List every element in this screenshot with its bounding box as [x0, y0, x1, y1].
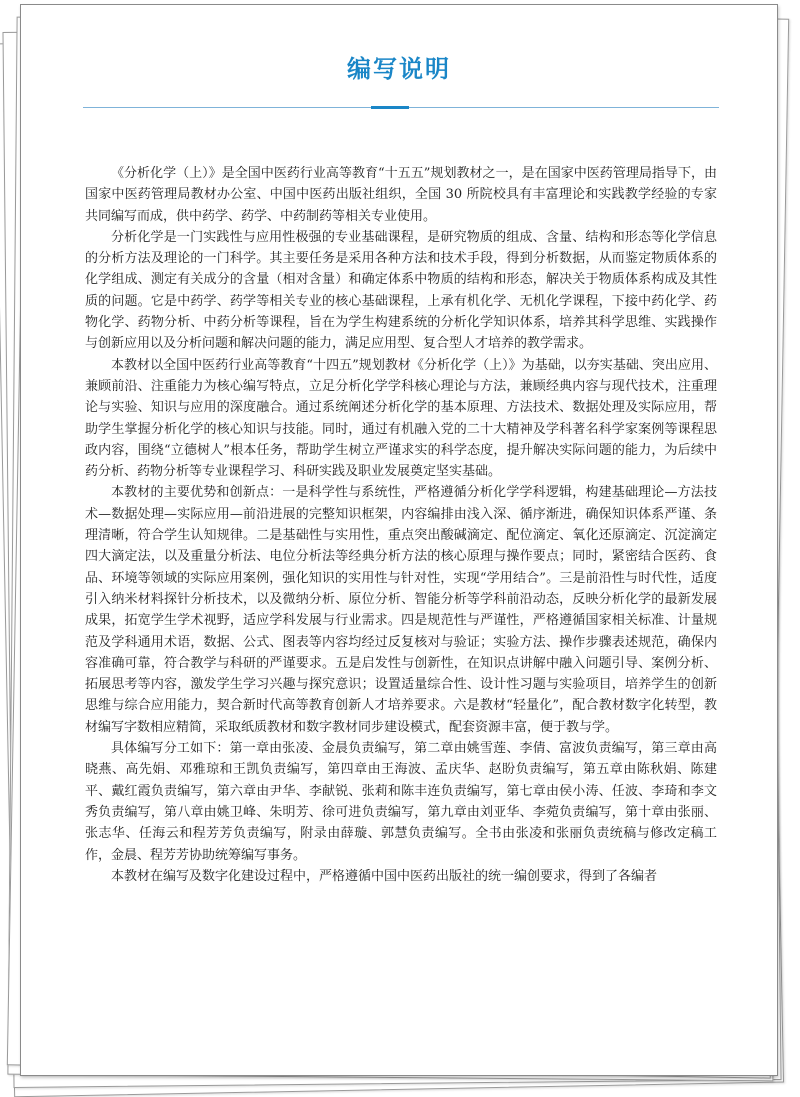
paragraph: 《分析化学（上）》是全国中医药行业高等教育“十五五”规划教材之一，是在国家中医药管理局指导下，由国家中医药管理局教材办公室、中国中医药出版社组织，全国 30 所院校具有丰富理论和实践教学经验的专家共同编写而成，供中药学、药学、中药制药等相关专业使用。: [85, 166, 717, 224]
page-title: 编写说明: [347, 55, 451, 83]
paragraph: 本教材以全国中医药行业高等教育“十四五”规划教材《分析化学（上）》为基础，以夯实基础、突出应用、兼顾前沿、注重能力为核心编写特点，立足分析化学学科核心理论与方法，兼顾经典内容与现代技术，注重理论与实验、知识与应用的深度融合。通过系统阐述分析化学的基本原理、方法技术、数据处理及实际应用，帮助学生掌握分析化学的核心知识与技能。同时，通过有机融入党的二十大精神及学科著名科学家案例等课程思政内容，围绕“立德树人”根本任务，帮助学生树立严谨求实的科学态度，提升解决实际问题的能力，为后续中药分析、药物分析等专业课程学习、科研实践及职业发展奠定坚实基础。: [85, 357, 717, 480]
paragraph: 本教材的主要优势和创新点：一是科学性与系统性，严格遵循分析化学学科逻辑，构建基础理论—方法技术—数据处理—实际应用—前沿进展的完整知识框架，内容编排由浅入深、循序渐进，确保知识体系严谨、条理清晰，符合学生认知规律。二是基础性与实用性，重点突出酸碱滴定、配位滴定、氧化还原滴定、沉淀滴定四大滴定法，以及重量分析法、电位分析法等经典分析方法的核心原理与操作要点；同时，紧密结合医药、食品、环境等领域的实际应用案例，强化知识的实用性与针对性，实现“学用结合”。三是前沿性与时代性，适度引入纳米材料探针分析技术，以及微纳分析、原位分析、智能分析等学科前沿动态，反映分析化学的最新发展成果，拓宽学生学术视野，适应学科发展与行业需求。四是规范性与严谨性，严格遵循国家相关标准、计量规范及学科通用术语，数据、公式、图表等内容均经过反复核对与验证；实验方法、操作步骤表述规范，确保内容准确可靠，符合教学与科研的严谨要求。五是启发性与创新性，在知识点讲解中融入问题引导、案例分析、拓展思考等内容，激发学生学习兴趣与探究意识；设置适量综合性、设计性习题与实验项目，培养学生的创新思维与综合应用能力，契合新时代高等教育创新人才培养要求。六是教材“轻量化”，配合教材数字化转型，教材编写字数相应精简，采取纸质教材和数字教材同步建设模式，配套资源丰富，便于教与学。: [85, 485, 717, 735]
paragraph: 本教材在编写及数字化建设过程中，严格遵循中国中医药出版社的统一编创要求，得到了各编者: [111, 868, 658, 884]
paragraph: 分析化学是一门实践性与应用性极强的专业基础课程，是研究物质的组成、含量、结构和形态等化学信息的分析方法及理论的一门科学。其主要任务是采用各种方法和技术手段，得到分析数据，从而鉴定物质体系的化学组成、测定有关成分的含量（相对含量）和确定体系中物质的结构和形态，解决关于物质体系构成及其性质的问题。它是中药学、药学等相关专业的核心基础课程，上承有机化学、无机化学课程，下接中药化学、药物化学、药物分析、中药分析等课程，旨在为学生构建系统的分析化学知识体系，培养其科学思维、实践操作与创新应用以及分析问题和解决问题的能力，满足应用型、复合型人才培养的教学需求。: [85, 229, 717, 352]
document-page: [20, 4, 778, 1076]
title-divider-accent: [371, 106, 409, 109]
body-text: [85, 163, 717, 887]
paragraph: 具体编写分工如下：第一章由张凌、金晨负责编写，第二章由姚雪莲、李倩、富波负责编写，第三章由高晓燕、高先娟、邓雅琼和王凯负责编写，第四章由王海波、孟庆华、赵盼负责编写，第五章由陈秋娟、陈建平、戴红霞负责编写，第六章由尹华、李献锐、张莉和陈丰连负责编写，第七章由侯小涛、任波、李琦和李文秀负责编写，第八章由姚卫峰、朱明芳、徐可进负责编写，第九章由刘亚华、李菀负责编写，第十章由张丽、张志华、任海云和程芳芳负责编写，附录由薛璇、郭慧负责编写。全书由张凌和张丽负责统稿与修改定稿工作，金晨、程芳芳协助统筹编写事务。: [85, 741, 717, 863]
